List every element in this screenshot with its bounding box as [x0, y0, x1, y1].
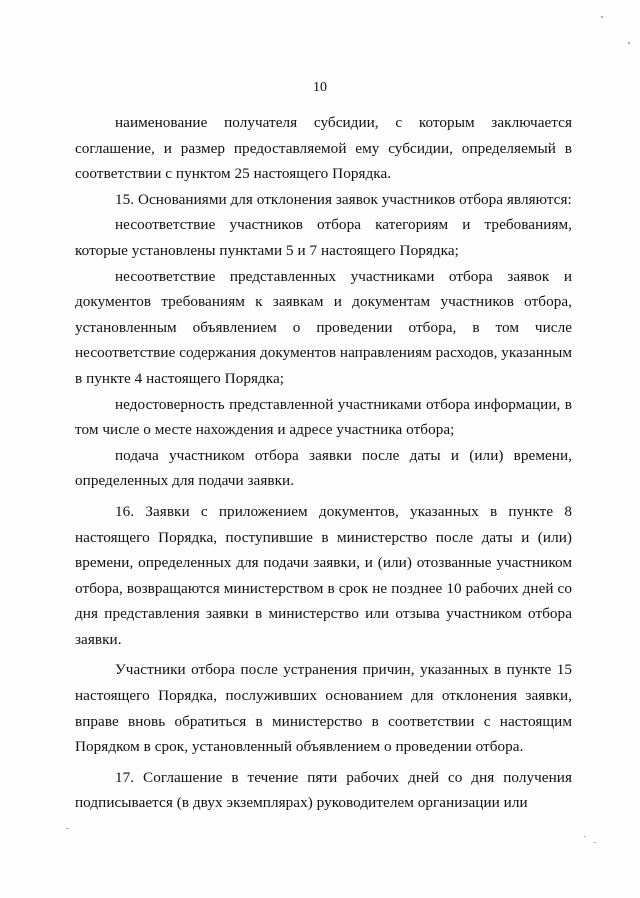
- paragraph-recipient-name: наименование получателя субсидии, с которым заключается соглашение, и размер предоставляемой ему субсидии, определяемый в соответствии с пунктом 25 настоящего Порядка.: [75, 114, 572, 183]
- paragraph-item-16: 16. Заявки с приложением документов, указанных в пункте 8 настоящего Порядка, поступившие в министерство после даты и (или) времени, определенных для подачи заявки, и (или) отозванные участником отбора, возвращаются министерством в срок не позднее 10 рабочих дней со дня представления заявки в министерство или отзыва участником отбора заявки.: [75, 502, 572, 648]
- paragraph-item-17: 17. Соглашение в течение пяти рабочих дней со дня получения подписывается (в двух экземплярах) руководителем организации или: [75, 768, 572, 812]
- paragraph-documents-mismatch: несоответствие представленных участниками отбора заявок и документов требованиям к заявкам и документам участников отбора, установленным объявлением о проведении отбора, в том числе несоответствие содержания документов направлениям расходов, указанным в пункте 4 настоящего Порядка;: [75, 267, 573, 387]
- page-number: 10: [313, 80, 327, 95]
- paragraph-resubmission: Участники отбора после устранения причин, указанных в пункте 15 настоящего Порядка, послуживших основанием для отклонения заявки, вправе вновь обратиться в министерство в соответствии с настоящим Порядком в срок, установленный объявлением о проведении отбора.: [75, 661, 572, 756]
- paragraph-category-mismatch: несоответствие участников отбора категориям и требованиям, которые установлены пунктами 5 и 7 настоящего Порядка;: [75, 216, 572, 259]
- scan-speck: [584, 836, 586, 837]
- paragraph-late-submission: подача участником отбора заявки после даты и (или) времени, определенных для подачи заявки.: [75, 446, 572, 490]
- paragraph-item-15-heading: 15. Основаниями для отклонения заявок участников отбора являются:: [115, 190, 572, 208]
- document-body: [75, 110, 572, 816]
- scan-speck: [594, 842, 596, 843]
- paragraph-unreliable-information: недостоверность представленной участниками отбора информации, в том числе о месте нахождения и адресе участника отбора;: [75, 395, 572, 439]
- scan-speck: [66, 828, 69, 829]
- scan-speck: [628, 42, 630, 44]
- scan-speck: [601, 16, 603, 18]
